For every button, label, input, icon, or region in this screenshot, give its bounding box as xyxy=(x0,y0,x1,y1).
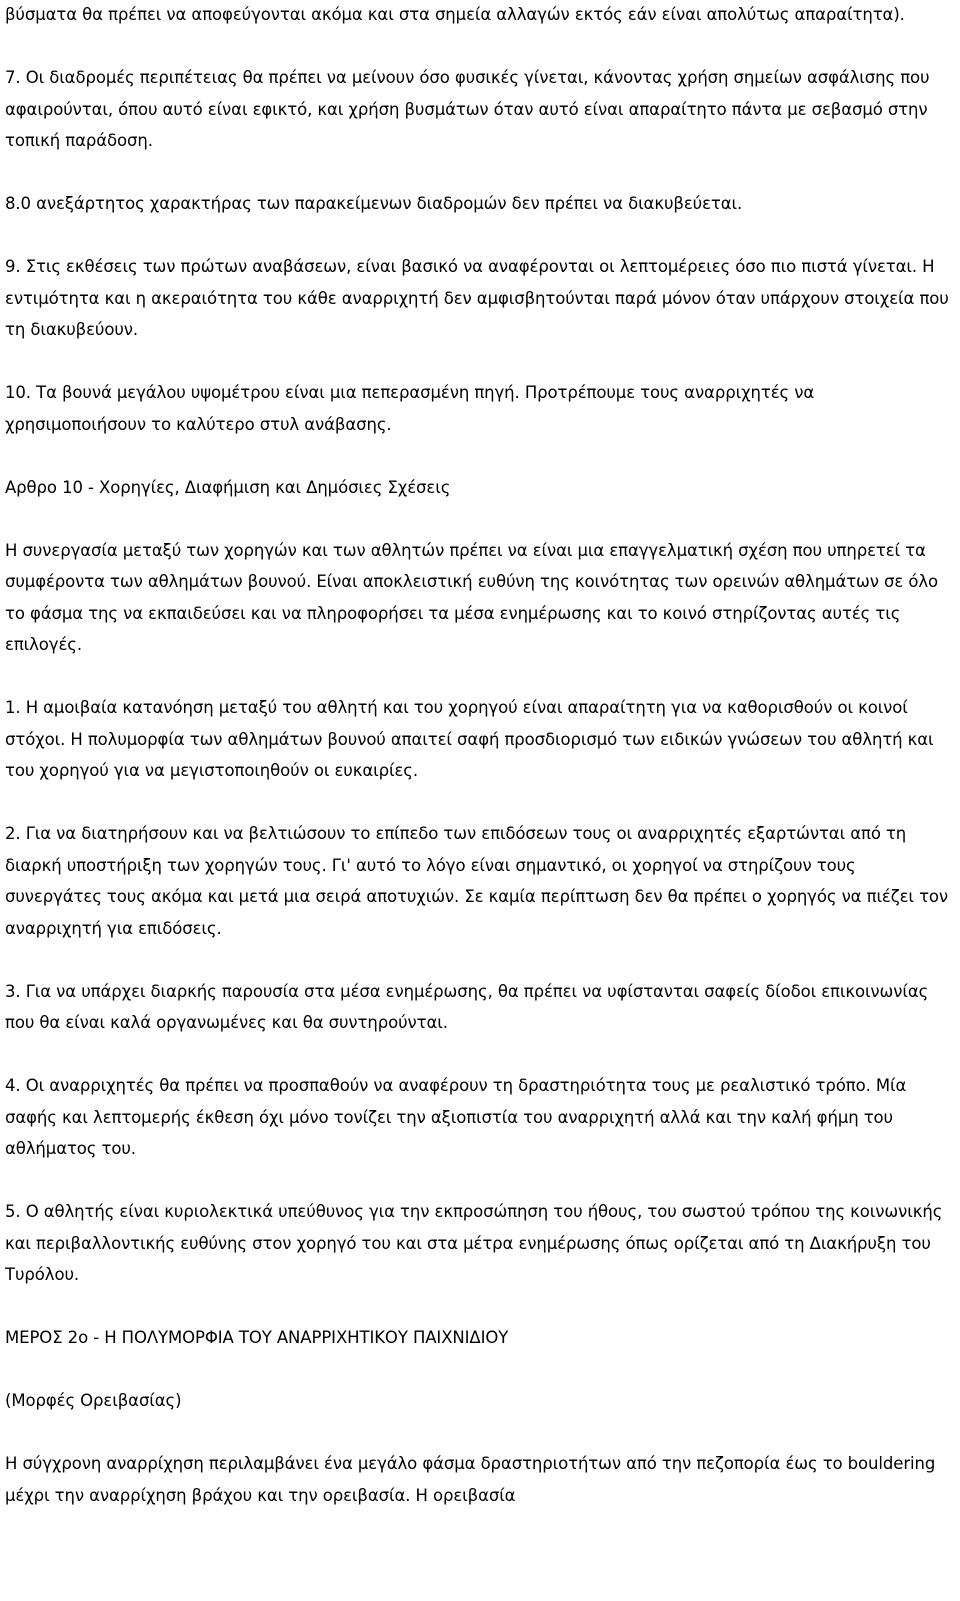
paragraph-sponsorship-4: 4. Οι αναρριχητές θα πρέπει να προσπαθούν να αναφέρουν τη δραστηριότητα τους με ρεαλιστικό τρόπο. Μία σαφής και λεπτομερής έκθεση όχι μόνο τονίζει την αξιοπιστία του αναρριχητή αλλά και την καλή φήμη του αθλήματος του. xyxy=(5,1076,907,1158)
paragraph-sponsorship-intro: Η συνεργασία μεταξύ των χορηγών και των αθλητών πρέπει να είναι μια επαγγελματική σχέση που υπηρετεί τα συμφέροντα των αθλημάτων βουνού. Είναι αποκλειστική ευθύνη της κοινότητας των ορεινών αθλημάτων σε όλο το φάσμα της να εκπαιδεύσει και να πληροφορήσει τα μέσα ενημέρωσης και το κοινό στηρίζοντας αυτές τις επιλογές. xyxy=(5,540,939,654)
paragraph-item-8: 8.0 ανεξάρτητος χαρακτήρας των παρακείμενων διαδρομών δεν πρέπει να διακυβεύεται. xyxy=(5,194,743,213)
paragraph-sponsorship-3: 3. Για να υπάρχει διαρκής παρουσία στα μέσα ενημέρωσης, θα πρέπει να υφίστανται σαφείς δίοδοι επικοινωνίας που θα είναι καλά οργανωμένες και θα συντηρούνται. xyxy=(5,981,929,1032)
part-2-subheading: (Μορφές Ορειβασίας) xyxy=(5,1391,182,1410)
article-10-heading: Αρθρο 10 - Χορηγίες, Διαφήμιση και Δημόσιες Σχέσεις xyxy=(5,477,451,497)
document-page xyxy=(5,0,950,1543)
paragraph-item-9: 9. Στις εκθέσεις των πρώτων αναβάσεων, είναι βασικό να αναφέρονται οι λεπτομέρειες όσο πιο πιστά γίνεται. Η εντιμότητα και η ακεραιότητα του κάθε αναρριχητή δεν αμφισβητούνται παρά μόνον όταν υπάρχουν στοιχεία που τη διακυβεύουν. xyxy=(5,257,949,339)
paragraph-continuation: βύσματα θα πρέπει να αποφεύγονται ακόμα και στα σημεία αλλαγών εκτός εάν είναι απολύτως απαραίτητα). xyxy=(5,5,905,24)
paragraph-item-7: 7. Οι διαδρομές περιπέτειας θα πρέπει να μείνουν όσο φυσικές γίνεται, κάνοντας χρήση σημείων ασφάλισης που αφαιρούνται, όπου αυτό είναι εφικτό, και χρήση βυσμάτων όταν αυτό είναι απαραίτητο πάντα με σεβασμό στην τοπική παράδοση. xyxy=(5,68,930,150)
part-2-heading: ΜΕΡΟΣ 2ο - Η ΠΟΛΥΜΟΡΦΙΑ ΤΟΥ ΑΝΑΡΡΙΧΗΤΙΚΟΥ ΠΑΙΧΝΙΔΙΟΥ xyxy=(5,1328,509,1347)
paragraph-sponsorship-1: 1. Η αμοιβαία κατανόηση μεταξύ του αθλητή και του χορηγού είναι απαραίτητη για να καθορισθούν οι κοινοί στόχοι. Η πολυμορφία των αθλημάτων βουνού απαιτεί σαφή προσδιορισμό των ειδικών γνώσεων του αθλητή και του χορηγού για να μεγιστοποιηθούν οι ευκαιρίες. xyxy=(5,698,934,780)
paragraph-modern-climbing: Η σύγχρονη αναρρίχηση περιλαμβάνει ένα μεγάλο φάσμα δραστηριοτήτων από την πεζοπορία έως το bouldering μέχρι την αναρρίχηση βράχου και την ορειβασία. Η ορειβασία xyxy=(5,1454,936,1505)
paragraph-item-10: 10. Τα βουνά μεγάλου υψομέτρου είναι μια πεπερασμένη πηγή. Προτρέπουμε τους αναρριχητές να χρησιμοποιήσουν το καλύτερο στυλ ανάβασης. xyxy=(5,383,815,434)
paragraph-sponsorship-2: 2. Για να διατηρήσουν και να βελτιώσουν το επίπεδο των επιδόσεων τους οι αναρριχητές εξαρτώνται από τη διαρκή υποστήριξη των χορηγών τους. Γι' αυτό το λόγο είναι σημαντικό, οι χορηγοί να στηρίζουν τους συνεργάτες τους ακόμα και μετά μια σειρά αποτυχιών. Σε καμία περίπτωση δεν θα πρέπει ο χορηγός να πιέζει τον αναρριχητή για επιδόσεις. xyxy=(5,824,949,938)
paragraph-sponsorship-5: 5. Ο αθλητής είναι κυριολεκτικά υπεύθυνος για την εκπροσώπηση του ήθους, του σωστού τρόπου της κοινωνικής και περιβαλλοντικής ευθύνης στον χορηγό του και στα μέτρα ενημέρωσης όπως ορίζεται από τη Διακήρυξη του Τυρόλου. xyxy=(5,1202,943,1284)
